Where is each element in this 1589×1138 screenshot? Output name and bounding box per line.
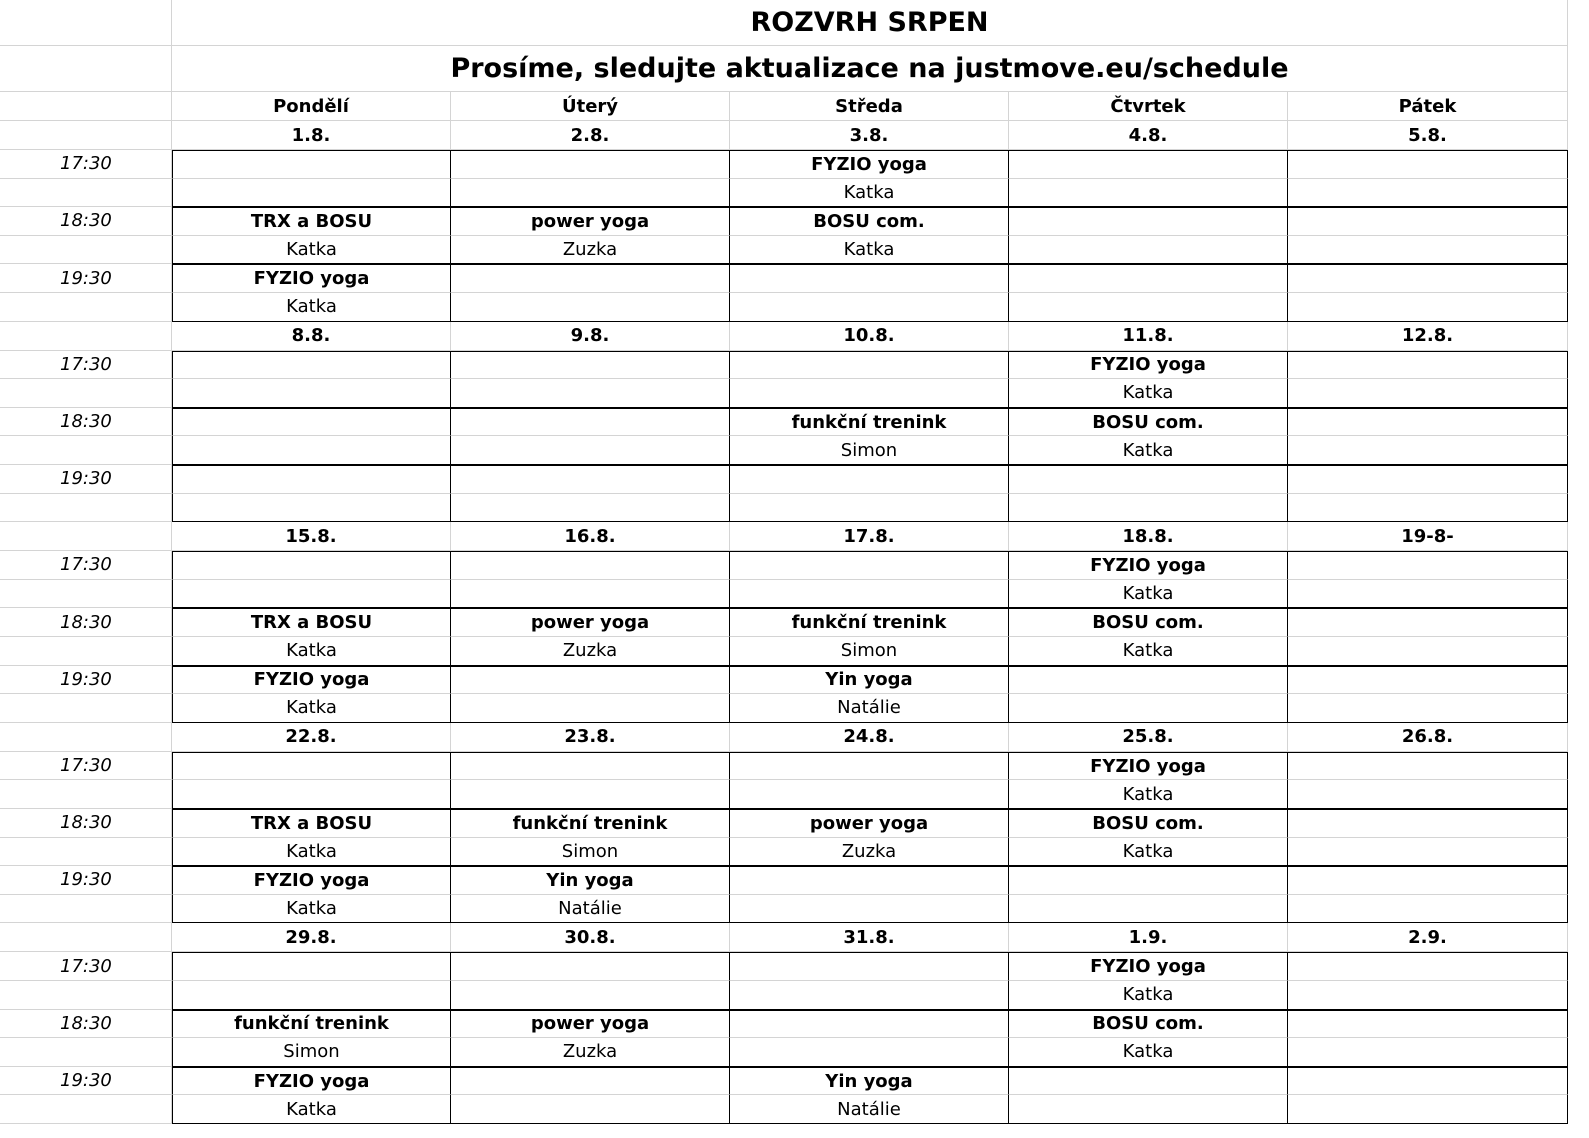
date-cell[interactable]: 15.8. (172, 522, 451, 551)
day-header[interactable]: Pátek (1288, 92, 1568, 121)
instructor-cell[interactable] (730, 981, 1009, 1010)
subtitle-row (0, 46, 1568, 92)
time-header-cell[interactable] (0, 322, 172, 351)
class-name-cell[interactable] (1288, 465, 1568, 494)
time-label-blank[interactable] (0, 580, 172, 609)
time-label[interactable]: 18:30 (0, 608, 172, 637)
class-name-cell[interactable]: power yoga (451, 207, 730, 236)
class-name-cell[interactable] (451, 465, 730, 494)
class-row (0, 809, 1568, 838)
class-name-cell[interactable] (451, 150, 730, 179)
instructor-row (0, 379, 1568, 408)
instructor-cell[interactable]: Natálie (730, 1095, 1009, 1124)
instructor-cell[interactable] (1009, 293, 1288, 322)
day-header[interactable]: Čtvrtek (1009, 92, 1288, 121)
instructor-cell[interactable] (1009, 494, 1288, 523)
class-name-cell[interactable]: Yin yoga (730, 1067, 1009, 1096)
day-header-row (0, 92, 1568, 121)
instructor-row (0, 1038, 1568, 1067)
class-name-cell[interactable] (172, 752, 451, 781)
date-cell[interactable]: 26.8. (1288, 723, 1568, 752)
time-label-blank[interactable] (0, 379, 172, 408)
time-label[interactable]: 17:30 (0, 952, 172, 981)
instructor-cell[interactable]: Katka (1009, 780, 1288, 809)
instructor-cell[interactable]: Katka (172, 1095, 451, 1124)
class-name-cell[interactable] (172, 150, 451, 179)
instructor-row (0, 293, 1568, 322)
class-name-cell[interactable] (730, 1010, 1009, 1039)
instructor-cell[interactable] (1288, 293, 1568, 322)
class-name-cell[interactable] (451, 408, 730, 437)
time-label-blank[interactable] (0, 494, 172, 523)
instructor-cell[interactable]: Katka (1009, 580, 1288, 609)
date-cell[interactable]: 1.9. (1009, 923, 1288, 952)
class-name-cell[interactable] (1009, 207, 1288, 236)
class-row (0, 408, 1568, 437)
instructor-cell[interactable] (730, 494, 1009, 523)
instructor-cell[interactable] (451, 580, 730, 609)
class-name-cell[interactable]: TRX a BOSU (172, 608, 451, 637)
class-name-cell[interactable] (1288, 866, 1568, 895)
instructor-cell[interactable] (451, 981, 730, 1010)
instructor-cell[interactable] (172, 436, 451, 465)
class-name-cell[interactable] (451, 351, 730, 380)
instructor-cell[interactable] (730, 580, 1009, 609)
instructor-cell[interactable] (1288, 895, 1568, 924)
date-cell[interactable]: 22.8. (172, 723, 451, 752)
date-cell[interactable]: 10.8. (730, 322, 1009, 351)
instructor-cell[interactable] (451, 379, 730, 408)
class-name-cell[interactable]: FYZIO yoga (1009, 752, 1288, 781)
instructor-cell[interactable]: Natálie (730, 694, 1009, 723)
class-name-cell[interactable]: BOSU com. (1009, 608, 1288, 637)
instructor-cell[interactable] (172, 179, 451, 208)
time-label-blank[interactable] (0, 179, 172, 208)
day-header[interactable]: Pondělí (172, 92, 451, 121)
class-name-cell[interactable] (1009, 264, 1288, 293)
time-label[interactable]: 17:30 (0, 551, 172, 580)
time-header-cell[interactable] (0, 121, 172, 150)
date-row (0, 522, 1568, 551)
instructor-row (0, 838, 1568, 867)
instructor-cell[interactable] (451, 780, 730, 809)
time-label[interactable]: 18:30 (0, 1010, 172, 1039)
instructor-cell[interactable] (730, 293, 1009, 322)
class-name-cell[interactable] (1288, 264, 1568, 293)
class-name-cell[interactable] (172, 408, 451, 437)
time-label[interactable]: 19:30 (0, 465, 172, 494)
corner-cell[interactable] (0, 0, 172, 46)
instructor-cell[interactable] (730, 895, 1009, 924)
class-row (0, 264, 1568, 293)
class-name-cell[interactable]: FYZIO yoga (1009, 351, 1288, 380)
class-name-cell[interactable]: BOSU com. (1009, 408, 1288, 437)
instructor-row (0, 895, 1568, 924)
corner-cell[interactable] (0, 46, 172, 92)
time-label-blank[interactable] (0, 1038, 172, 1067)
class-name-cell[interactable] (1288, 150, 1568, 179)
instructor-cell[interactable] (730, 1038, 1009, 1067)
class-name-cell[interactable] (172, 351, 451, 380)
instructor-cell[interactable]: Simon (172, 1038, 451, 1067)
class-name-cell[interactable]: power yoga (730, 809, 1009, 838)
class-name-cell[interactable] (730, 351, 1009, 380)
instructor-cell[interactable] (172, 494, 451, 523)
instructor-cell[interactable] (1288, 1095, 1568, 1124)
class-name-cell[interactable] (1288, 207, 1568, 236)
instructor-cell[interactable] (1288, 780, 1568, 809)
instructor-cell[interactable]: Katka (172, 838, 451, 867)
class-name-cell[interactable]: power yoga (451, 608, 730, 637)
instructor-row (0, 694, 1568, 723)
time-label[interactable]: 19:30 (0, 1067, 172, 1096)
instructor-cell[interactable] (1288, 580, 1568, 609)
instructor-row (0, 436, 1568, 465)
class-name-cell[interactable]: FYZIO yoga (172, 666, 451, 695)
date-cell[interactable]: 8.8. (172, 322, 451, 351)
instructor-cell[interactable]: Katka (172, 236, 451, 265)
class-name-cell[interactable] (451, 752, 730, 781)
instructor-cell[interactable] (451, 694, 730, 723)
class-name-cell[interactable]: BOSU com. (1009, 809, 1288, 838)
class-name-cell[interactable] (1009, 1067, 1288, 1096)
time-label[interactable]: 18:30 (0, 408, 172, 437)
instructor-row (0, 236, 1568, 265)
class-name-cell[interactable] (730, 866, 1009, 895)
class-name-cell[interactable] (1009, 150, 1288, 179)
date-row (0, 322, 1568, 351)
instructor-cell[interactable] (1288, 838, 1568, 867)
date-cell[interactable]: 18.8. (1009, 522, 1288, 551)
class-row (0, 1067, 1568, 1096)
time-label-blank[interactable] (0, 436, 172, 465)
instructor-cell[interactable] (172, 780, 451, 809)
class-name-cell[interactable] (1288, 752, 1568, 781)
class-name-cell[interactable] (1288, 551, 1568, 580)
class-name-cell[interactable]: FYZIO yoga (730, 150, 1009, 179)
instructor-cell[interactable]: Katka (1009, 981, 1288, 1010)
class-name-cell[interactable]: FYZIO yoga (1009, 952, 1288, 981)
instructor-cell[interactable] (1288, 494, 1568, 523)
time-label-blank[interactable] (0, 694, 172, 723)
time-label[interactable]: 17:30 (0, 752, 172, 781)
instructor-cell[interactable]: Katka (1009, 379, 1288, 408)
date-cell[interactable]: 25.8. (1009, 723, 1288, 752)
instructor-cell[interactable]: Simon (730, 637, 1009, 666)
class-name-cell[interactable] (730, 752, 1009, 781)
instructor-cell[interactable]: Zuzka (451, 637, 730, 666)
class-name-cell[interactable]: power yoga (451, 1010, 730, 1039)
class-name-cell[interactable] (1288, 666, 1568, 695)
class-name-cell[interactable]: funkční trenink (172, 1010, 451, 1039)
date-cell[interactable]: 2.8. (451, 121, 730, 150)
class-row (0, 551, 1568, 580)
class-name-cell[interactable] (730, 465, 1009, 494)
instructor-cell[interactable]: Zuzka (451, 1038, 730, 1067)
instructor-cell[interactable]: Katka (1009, 1038, 1288, 1067)
instructor-cell[interactable] (1288, 436, 1568, 465)
date-cell[interactable]: 23.8. (451, 723, 730, 752)
date-cell[interactable]: 31.8. (730, 923, 1009, 952)
instructor-cell[interactable] (451, 494, 730, 523)
instructor-cell[interactable] (1009, 236, 1288, 265)
class-name-cell[interactable] (1009, 465, 1288, 494)
class-name-cell[interactable] (730, 952, 1009, 981)
instructor-cell[interactable] (1009, 895, 1288, 924)
class-name-cell[interactable]: Yin yoga (451, 866, 730, 895)
time-label[interactable]: 19:30 (0, 866, 172, 895)
class-name-cell[interactable] (1288, 608, 1568, 637)
class-name-cell[interactable] (1288, 952, 1568, 981)
date-cell[interactable]: 1.8. (172, 121, 451, 150)
date-cell[interactable]: 30.8. (451, 923, 730, 952)
instructor-cell[interactable] (730, 780, 1009, 809)
time-header-cell[interactable] (0, 522, 172, 551)
class-name-cell[interactable]: FYZIO yoga (172, 264, 451, 293)
instructor-cell[interactable]: Zuzka (730, 838, 1009, 867)
class-name-cell[interactable]: FYZIO yoga (172, 866, 451, 895)
time-label-blank[interactable] (0, 293, 172, 322)
class-row (0, 952, 1568, 981)
day-header[interactable]: Úterý (451, 92, 730, 121)
date-row (0, 723, 1568, 752)
instructor-row (0, 494, 1568, 523)
class-row (0, 207, 1568, 236)
instructor-cell[interactable]: Katka (1009, 838, 1288, 867)
date-cell[interactable]: 16.8. (451, 522, 730, 551)
instructor-cell[interactable] (730, 379, 1009, 408)
date-cell[interactable]: 17.8. (730, 522, 1009, 551)
date-cell[interactable]: 5.8. (1288, 121, 1568, 150)
instructor-cell[interactable] (1288, 179, 1568, 208)
instructor-cell[interactable] (451, 436, 730, 465)
time-label-blank[interactable] (0, 981, 172, 1010)
time-header-cell[interactable] (0, 923, 172, 952)
time-label-blank[interactable] (0, 838, 172, 867)
date-cell[interactable]: 19-8- (1288, 522, 1568, 551)
class-name-cell[interactable] (451, 666, 730, 695)
time-label-blank[interactable] (0, 780, 172, 809)
instructor-cell[interactable] (1288, 379, 1568, 408)
title-row (0, 0, 1568, 46)
date-cell[interactable]: 3.8. (730, 121, 1009, 150)
instructor-row (0, 637, 1568, 666)
class-name-cell[interactable] (172, 952, 451, 981)
instructor-cell[interactable] (451, 293, 730, 322)
class-name-cell[interactable] (451, 264, 730, 293)
class-row (0, 1010, 1568, 1039)
class-name-cell[interactable] (1288, 351, 1568, 380)
instructor-cell[interactable]: Katka (1009, 436, 1288, 465)
time-label-blank[interactable] (0, 1095, 172, 1124)
instructor-cell[interactable] (172, 379, 451, 408)
time-header-cell[interactable] (0, 92, 172, 121)
class-name-cell[interactable]: TRX a BOSU (172, 207, 451, 236)
class-name-cell[interactable] (451, 952, 730, 981)
instructor-cell[interactable] (1009, 694, 1288, 723)
time-label[interactable]: 17:30 (0, 351, 172, 380)
instructor-cell[interactable]: Katka (172, 637, 451, 666)
instructor-cell[interactable]: Zuzka (451, 236, 730, 265)
date-row (0, 121, 1568, 150)
instructor-cell[interactable] (172, 981, 451, 1010)
instructor-cell[interactable] (1288, 1038, 1568, 1067)
class-row (0, 752, 1568, 781)
class-name-cell[interactable]: Yin yoga (730, 666, 1009, 695)
instructor-cell[interactable]: Katka (730, 236, 1009, 265)
date-cell[interactable]: 4.8. (1009, 121, 1288, 150)
class-name-cell[interactable]: funkční trenink (730, 408, 1009, 437)
instructor-cell[interactable] (1009, 1095, 1288, 1124)
class-name-cell[interactable] (1288, 1067, 1568, 1096)
time-label[interactable]: 19:30 (0, 264, 172, 293)
instructor-cell[interactable] (451, 179, 730, 208)
date-cell[interactable]: 11.8. (1009, 322, 1288, 351)
time-label-blank[interactable] (0, 895, 172, 924)
class-row (0, 866, 1568, 895)
instructor-row (0, 179, 1568, 208)
instructor-cell[interactable] (1009, 179, 1288, 208)
date-cell[interactable]: 29.8. (172, 923, 451, 952)
date-cell[interactable]: 9.8. (451, 322, 730, 351)
page-title[interactable]: ROZVRH SRPEN (172, 0, 1568, 46)
day-header[interactable]: Středa (730, 92, 1009, 121)
class-name-cell[interactable] (172, 551, 451, 580)
class-name-cell[interactable]: FYZIO yoga (172, 1067, 451, 1096)
time-label[interactable]: 17:30 (0, 150, 172, 179)
instructor-cell[interactable]: Katka (730, 179, 1009, 208)
class-name-cell[interactable] (1288, 408, 1568, 437)
instructor-cell[interactable]: Natálie (451, 895, 730, 924)
class-name-cell[interactable]: FYZIO yoga (1009, 551, 1288, 580)
instructor-cell[interactable]: Katka (172, 694, 451, 723)
instructor-cell[interactable] (1288, 694, 1568, 723)
class-name-cell[interactable] (451, 551, 730, 580)
time-label-blank[interactable] (0, 637, 172, 666)
instructor-cell[interactable] (172, 580, 451, 609)
class-name-cell[interactable]: funkční trenink (730, 608, 1009, 637)
instructor-cell[interactable]: Katka (172, 293, 451, 322)
class-row (0, 666, 1568, 695)
class-name-cell[interactable]: BOSU com. (730, 207, 1009, 236)
time-label[interactable]: 18:30 (0, 207, 172, 236)
instructor-cell[interactable]: Katka (1009, 637, 1288, 666)
date-row (0, 923, 1568, 952)
class-name-cell[interactable] (730, 264, 1009, 293)
instructor-row (0, 981, 1568, 1010)
class-row (0, 608, 1568, 637)
class-name-cell[interactable]: TRX a BOSU (172, 809, 451, 838)
class-name-cell[interactable] (172, 465, 451, 494)
time-label[interactable]: 19:30 (0, 666, 172, 695)
class-row (0, 351, 1568, 380)
class-row (0, 465, 1568, 494)
class-name-cell[interactable]: BOSU com. (1009, 1010, 1288, 1039)
date-cell[interactable]: 2.9. (1288, 923, 1568, 952)
instructor-cell[interactable] (1288, 637, 1568, 666)
instructor-cell[interactable] (1288, 981, 1568, 1010)
class-name-cell[interactable] (1288, 809, 1568, 838)
time-label[interactable]: 18:30 (0, 809, 172, 838)
instructor-row (0, 1095, 1568, 1124)
instructor-cell[interactable]: Simon (730, 436, 1009, 465)
class-name-cell[interactable] (1288, 1010, 1568, 1039)
date-cell[interactable]: 12.8. (1288, 322, 1568, 351)
date-cell[interactable]: 24.8. (730, 723, 1009, 752)
page-subtitle[interactable]: Prosíme, sledujte aktualizace na justmove.eu/schedule (172, 46, 1568, 92)
instructor-row (0, 580, 1568, 609)
instructor-cell[interactable] (1288, 236, 1568, 265)
instructor-cell[interactable]: Simon (451, 838, 730, 867)
time-label-blank[interactable] (0, 236, 172, 265)
class-name-cell[interactable] (1009, 866, 1288, 895)
class-row (0, 150, 1568, 179)
class-name-cell[interactable]: funkční trenink (451, 809, 730, 838)
instructor-row (0, 780, 1568, 809)
class-name-cell[interactable] (1009, 666, 1288, 695)
class-name-cell[interactable] (730, 551, 1009, 580)
time-header-cell[interactable] (0, 723, 172, 752)
class-name-cell[interactable] (451, 1067, 730, 1096)
instructor-cell[interactable]: Katka (172, 895, 451, 924)
instructor-cell[interactable] (451, 1095, 730, 1124)
